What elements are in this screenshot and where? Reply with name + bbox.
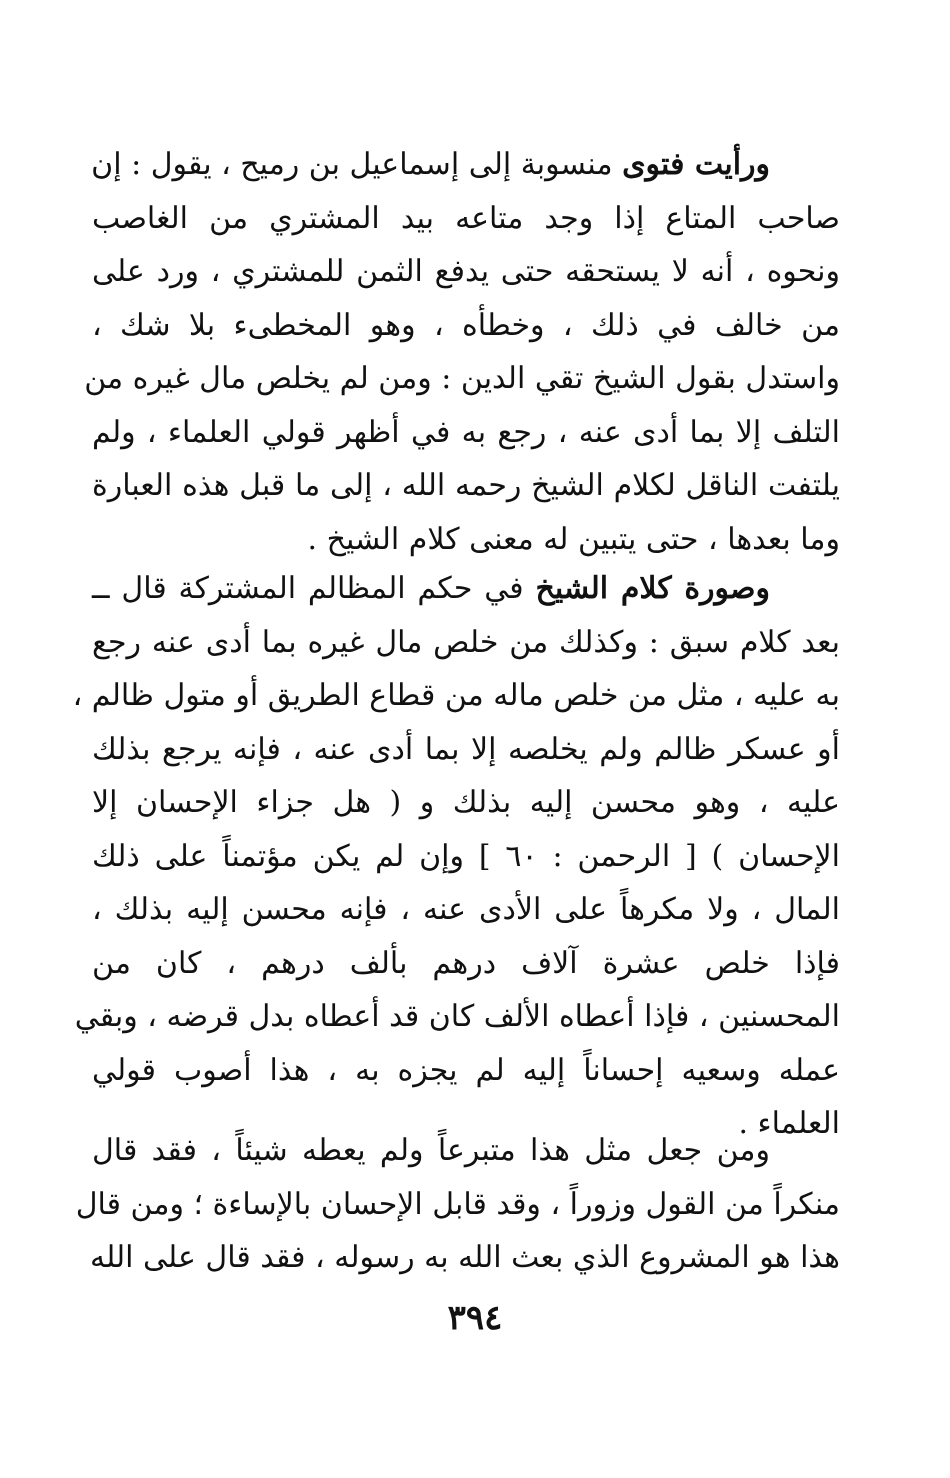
text-line: ونحوه ، أنه لا يستحقه حتى يدفع الثمن للمشتري ، ورد على [92,254,840,289]
paragraph-fatwa [84,138,840,566]
line-text: في حكم المظالم المشتركة قال ــ [92,571,536,606]
text-line: الإحسان ) [ الرحمن : ٦٠ ] وإن لم يكن مؤتمناً على ذلك [92,838,841,874]
text-line: منكراً من القول وزوراً ، وقد قابل الإحسان بالإساءة ؛ ومن قال [75,1186,840,1222]
text-line: يلتفت الناقل لكلام الشيخ رحمه الله ، إلى ما قبل هذه العبارة [92,468,840,503]
text-line: عليه ، وهو محسن إليه بذلك و ( هل جزاء الإحسان إلا [92,785,840,820]
bold-lead-phrase: وصورة كلام الشيخ [535,571,770,606]
paragraph-shaykh-quote [72,562,841,1151]
text-line: المال ، ولا مكرهاً على الأدى عنه ، فإنه محسن إليه بذلك ، [92,892,840,927]
text-line: العلماء . [738,1106,840,1141]
paragraph-rebuttal [75,1124,840,1285]
text-line: بعد كلام سبق : وكذلك من خلص مال غيره بما أدى عنه رجع [92,624,840,660]
text-line: واستدل بقول الشيخ تقي الدين : ومن لم يخلص مال غيره من [84,361,840,396]
text-line: عمله وسعيه إحساناً إليه لم يجزه به ، هذا أصوب قولي [92,1052,840,1088]
text-line: وما بعدها ، حتى يتبين له معنى كلام الشيخ . [307,521,840,557]
text-line: ومن جعل مثل هذا متبرعاً ولم يعطه شيئاً ، فقد قال [92,1133,770,1168]
bold-lead-phrase: ورأيت فتوى [622,147,770,182]
text-line [92,138,840,192]
text-line: أو عسكر ظالم ولم يخلصه إلا بما أدى عنه ، فإنه يرجع بذلك [92,731,840,767]
text-line: من خالف في ذلك ، وخطأه ، وهو المخطىء بلا شك ، [92,307,840,343]
line-text: منسوبة إلى إسماعيل بن رميح ، يقول : إن [91,147,623,182]
page-number: ٣٩٤ [447,1298,503,1338]
text-line: المحسنين ، فإذا أعطاه الألف كان قد أعطاه بدل قرضه ، وبقي [74,999,840,1034]
text-line [92,562,840,616]
text-line: فإذا خلص عشرة آلاف درهم بألف درهم ، كان من [92,945,840,981]
text-line: هذا هو المشروع الذي بعث الله به رسوله ، فقد قال على الله [90,1240,840,1275]
text-line: به عليه ، مثل من خلص ماله من قطاع الطريق أو متول ظالم ، [72,678,840,713]
text-line: التلف إلا بما أدى عنه ، رجع به في أظهر قولي العلماء ، ولم [92,414,840,450]
text-line: صاحب المتاع إذا وجد متاعه بيد المشتري من الغاصب [92,200,840,236]
